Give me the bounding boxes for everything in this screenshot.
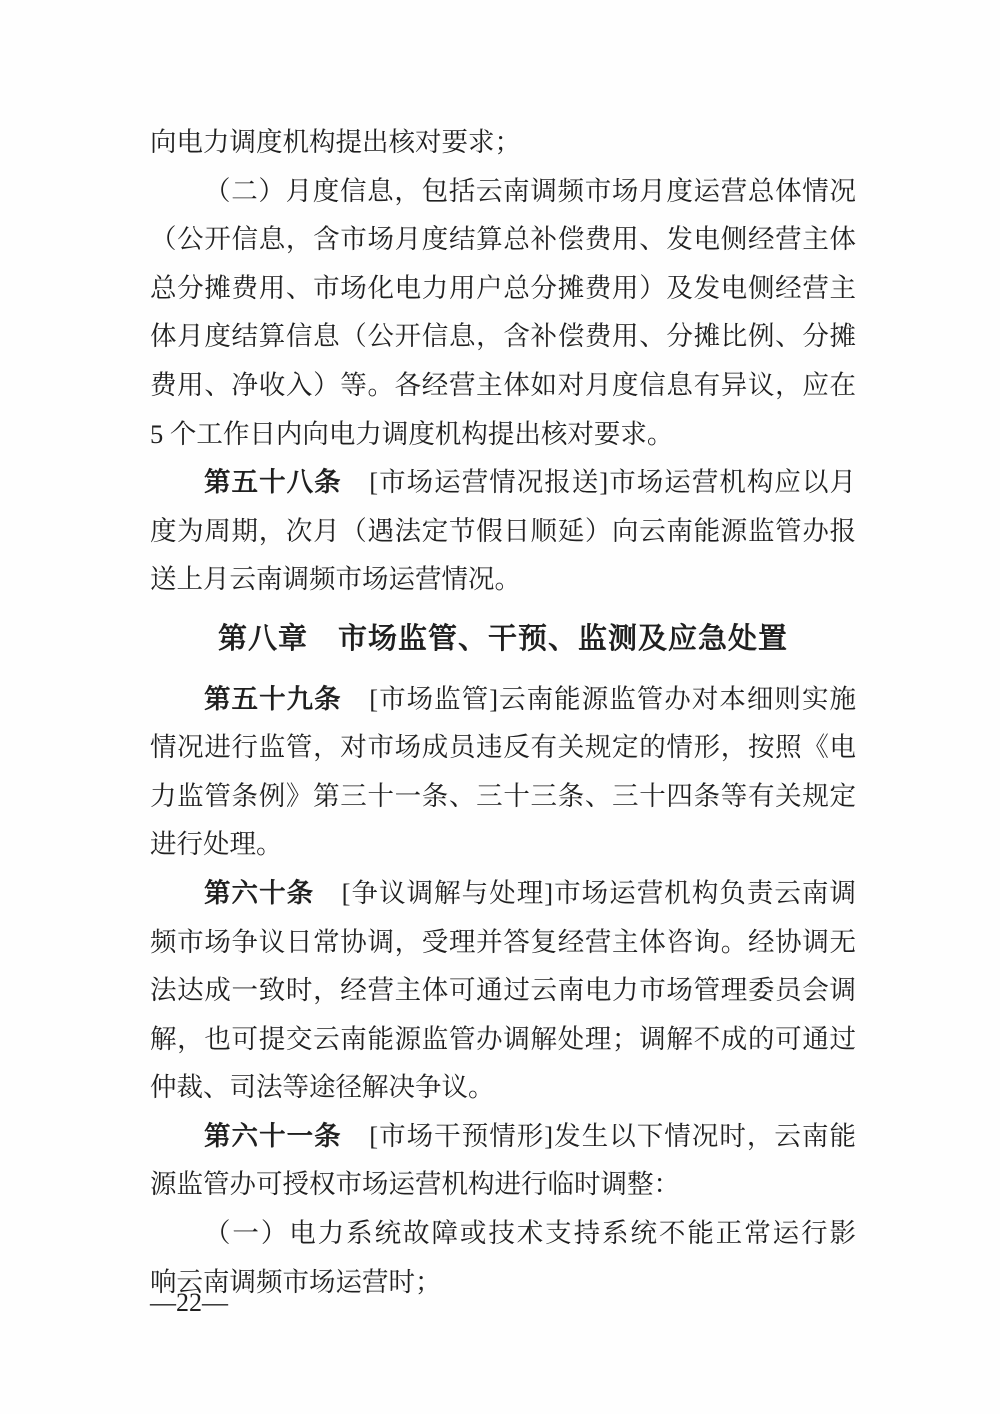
text-line: 第五十九条 [市场监管]云南能源监管办对本细则实施 — [204, 683, 857, 714]
page-number: —22— — [150, 1288, 228, 1317]
text-line: 度为周期，次月（遇法定节假日顺延）向云南能源监管办报 — [150, 515, 856, 546]
text-line: 5 个工作日内向电力调度机构提出核对要求。 — [150, 418, 674, 449]
text-line: 体月度结算信息（公开信息，含补偿费用、分摊比例、分摊 — [150, 321, 856, 352]
text-line: 第五十八条 [市场运营情况报送]市场运营机构应以月 — [204, 467, 857, 498]
text-line: 响云南调频市场运营时； — [150, 1266, 442, 1297]
text-line: （一）电力系统故障或技术支持系统不能正常运行影 — [204, 1218, 856, 1249]
chapter-heading: 第八章 市场监管、干预、监测及应急处置 — [217, 622, 788, 655]
text-line: 送上月云南调频市场运营情况。 — [150, 564, 521, 595]
article-number: 第六十条 — [204, 877, 315, 908]
text-line: 仲裁、司法等途径解决争议。 — [150, 1072, 495, 1103]
text-line: 情况进行监管，对市场成员违反有关规定的情形，按照《电 — [150, 732, 856, 763]
article-number: 第五十九条 — [204, 683, 342, 714]
text-line: 第六十一条 [市场干预情形]发生以下情况时，云南能 — [204, 1120, 857, 1151]
text-line: 进行处理。 — [150, 829, 283, 860]
text-line: （公开信息，含市场月度结算总补偿费用、发电侧经营主体 — [150, 224, 856, 255]
text-line: 总分摊费用、市场化电力用户总分摊费用）及发电侧经营主 — [150, 272, 856, 303]
article-number: 第六十一条 — [204, 1120, 342, 1151]
text-line: 第六十条 [争议调解与处理]市场运营机构负责云南调 — [204, 877, 856, 908]
article-number: 第五十八条 — [204, 467, 342, 498]
text-line: 力监管条例》第三十一条、三十三条、三十四条等有关规定 — [150, 780, 856, 811]
text-line: 费用、净收入）等。各经营主体如对月度信息有异议，应在 — [150, 369, 856, 400]
text-line: （二）月度信息，包括云南调频市场月度运营总体情况 — [204, 175, 856, 206]
document-lines — [150, 118, 856, 1306]
text-line: 频市场争议日常协调，受理并答复经营主体咨询。经协调无 — [150, 926, 856, 957]
text-line: 源监管办可授权市场运营机构进行临时调整： — [150, 1169, 680, 1200]
text-line: 解，也可提交云南能源监管办调解处理；调解不成的可通过 — [150, 1023, 856, 1054]
text-line: 向电力调度机构提出核对要求； — [150, 127, 521, 157]
text-line: 法达成一致时，经营主体可通过云南电力市场管理委员会调 — [150, 975, 856, 1006]
